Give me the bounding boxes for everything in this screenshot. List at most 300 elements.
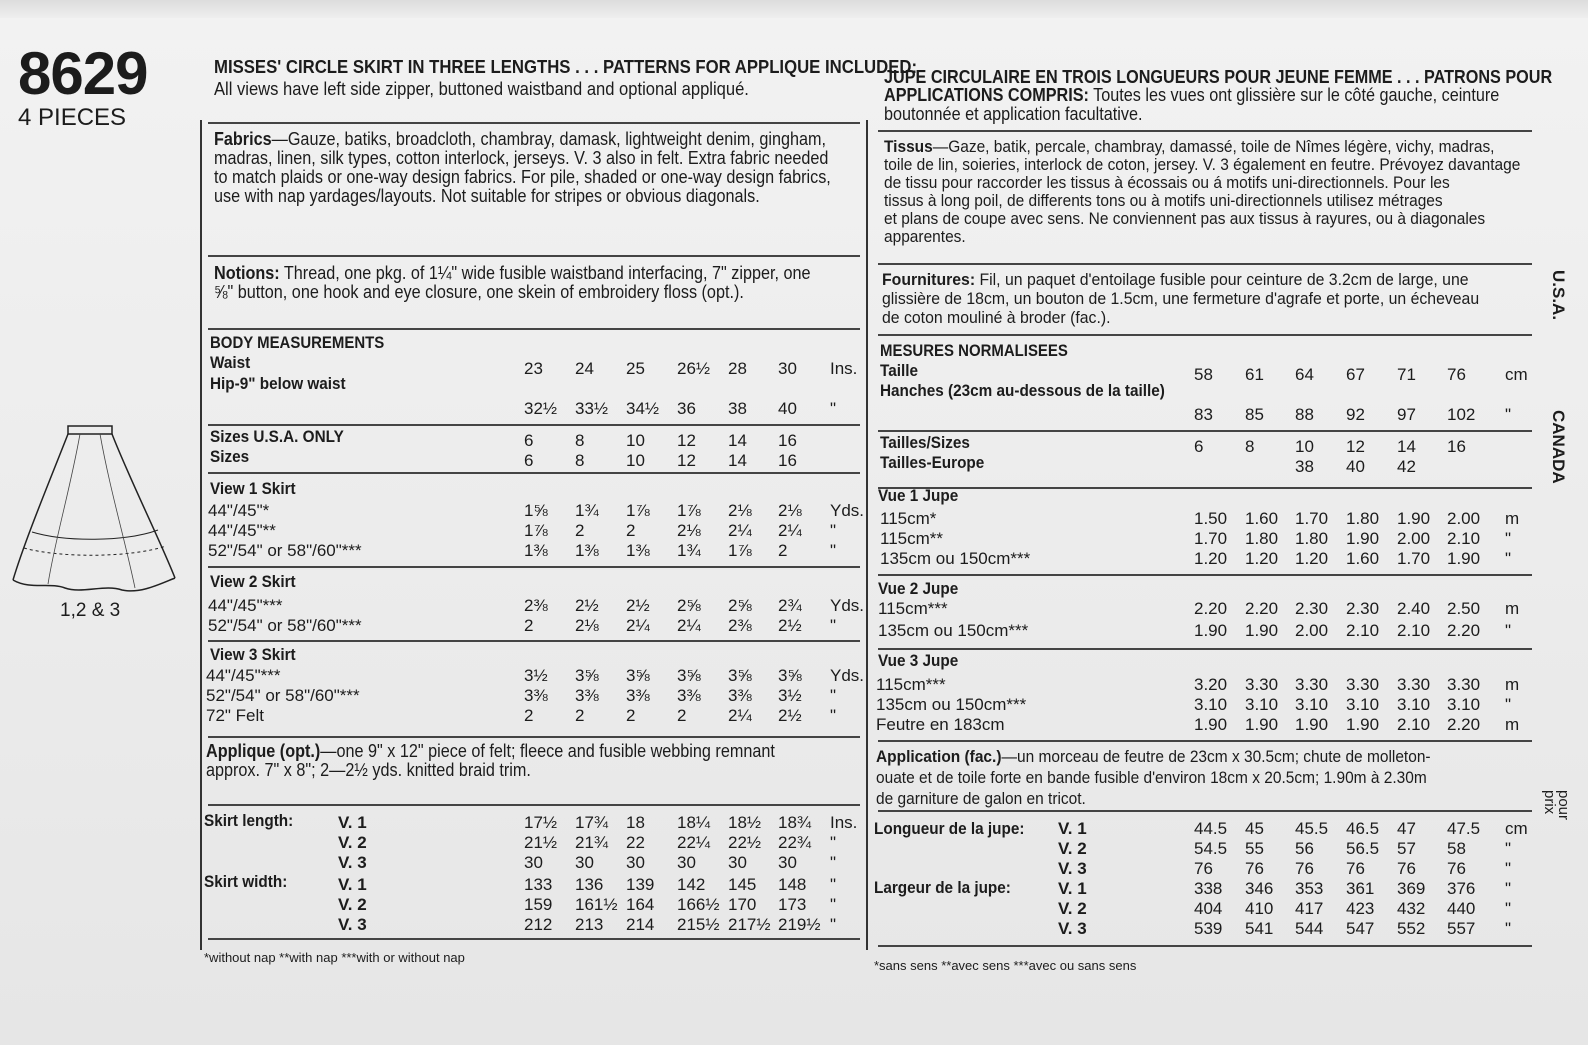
en-hip-cell-3: 34½	[626, 399, 660, 418]
fr-vue2-row-2-label: 135cm ou 150cm***	[878, 621, 1029, 640]
fr-europe-cell-3: 38	[1295, 457, 1314, 476]
fr-largeur-row-3-label: V. 3	[1058, 919, 1087, 938]
en-waist-cell-6: 30	[778, 359, 797, 378]
margin-canada: CANADA	[1549, 410, 1568, 484]
fr-subtitle	[884, 86, 1499, 124]
en-hip-cell-2: 33½	[575, 399, 609, 418]
en-divider-3	[208, 328, 860, 330]
fr-application-line-1: —un morceau de feutre de 23cm x 30.5cm; chute de molleton-	[1001, 747, 1431, 766]
fr-longueur-row-3-cell-1: 76	[1194, 859, 1213, 878]
fr-vue3-row-3-label: Feutre en 183cm	[876, 715, 1005, 734]
fr-largeur-row-3-cell-1: 539	[1194, 919, 1223, 938]
fr-vue1-row-2-cell-7: "	[1505, 529, 1512, 548]
en-view3-row-1-cell-4: 3⅝	[677, 666, 701, 685]
en-view1-row-3-cell-3: 1⅜	[626, 541, 650, 560]
fr-largeur-row-1-cell-2: 346	[1245, 879, 1274, 898]
en-length-row-2-cell-3: 22	[626, 833, 645, 852]
fr-vue1-label: Vue 1 Jupe	[878, 486, 959, 505]
fr-divider-5	[878, 487, 1532, 489]
en-applique-label: Applique (opt.)	[206, 741, 321, 761]
en-waist-cell-3: 25	[626, 359, 645, 378]
en-length-row-2-cell-5: 22½	[728, 833, 762, 852]
en-view3-row-2-cell-6: 3½	[778, 686, 802, 705]
pieces-count: 4 PIECES	[18, 104, 127, 131]
en-waist-cell-5: 28	[728, 359, 747, 378]
fr-longueur-row-2-cell-6: 58	[1447, 839, 1466, 858]
en-view1-label: View 1 Skirt	[210, 479, 296, 498]
en-sizes-cell-2: 8	[575, 451, 585, 470]
fr-vue1-row-3-cell-1: 1.20	[1194, 549, 1228, 568]
en-length-row-2-label: V. 2	[338, 833, 367, 852]
en-width-row-2-cell-5: 170	[728, 895, 757, 914]
en-view1-row-2-cell-1: 1⅞	[524, 521, 548, 540]
en-view2-row-2-cell-2: 2⅛	[575, 616, 599, 635]
fr-tissus-line-2: toile de lin, soieries, interlock de coton, jersey. V. 3 également en feutre. Prévoyez davantage	[884, 155, 1521, 174]
fr-vue3-label: Vue 3 Jupe	[878, 651, 959, 670]
fr-vue3-row-1-label: 115cm***	[876, 675, 946, 694]
fr-vue2-row-1-cell-2: 2.20	[1245, 599, 1279, 618]
en-view3-row-1-cell-7: Yds.	[830, 666, 865, 685]
fr-vue2-row-1-label: 115cm***	[878, 599, 948, 618]
fr-tissus-line-6: apparentes.	[884, 227, 966, 246]
fr-largeur-row-3-cell-2: 541	[1245, 919, 1274, 938]
fr-fournitures-line-3: de coton mouliné à broder (fac.).	[882, 308, 1111, 327]
en-width-row-1-cell-1: 133	[524, 875, 553, 894]
en-view1-row-2-cell-6: 2¼	[778, 521, 802, 540]
en-length-row-1-cell-5: 18½	[728, 813, 762, 832]
en-notions-line-1: Thread, one pkg. of 1¼" wide fusible waistband interfacing, 7" zipper, one	[279, 263, 811, 283]
en-view1-row-3-cell-2: 1⅜	[575, 541, 599, 560]
fr-largeur-row-2-cell-1: 404	[1194, 899, 1223, 918]
fr-taille-cell-6: 76	[1447, 365, 1466, 384]
en-skirt-length-label: Skirt length:	[204, 811, 294, 830]
en-hip-cell-4: 36	[677, 399, 696, 418]
fr-longueur-row-3-cell-7: "	[1505, 859, 1512, 878]
en-length-row-1-cell-4: 18¼	[677, 813, 711, 832]
en-width-row-3-cell-6: 219½	[778, 915, 821, 934]
en-length-row-1-cell-7: Ins.	[830, 813, 858, 832]
en-view1-row-2-cell-7: "	[830, 521, 837, 540]
fr-tailles-cell-5: 14	[1397, 437, 1416, 456]
en-divider-2	[208, 255, 860, 257]
en-view3-row-2-cell-1: 3⅜	[524, 686, 548, 705]
fr-longueur-row-3-cell-5: 76	[1397, 859, 1416, 878]
pattern-number: 8629	[18, 40, 148, 107]
fr-tailles-cell-6: 16	[1447, 437, 1466, 456]
en-length-row-3-cell-3: 30	[626, 853, 645, 872]
en-fabrics-line-1: —Gauze, batiks, broadcloth, chambray, damask, lightweight denim, gingham,	[271, 129, 827, 149]
fr-subtitle-line-2: boutonnée et application facultative.	[884, 104, 1143, 124]
en-width-row-3-cell-4: 215½	[677, 915, 720, 934]
en-view2-row-2-cell-5: 2⅜	[728, 616, 752, 635]
en-view3-row-1-cell-1: 3½	[524, 666, 548, 685]
fr-application-label: Application (fac.)	[876, 747, 1002, 766]
margin-usa: U.S.A.	[1549, 270, 1568, 321]
fr-vue1-row-3-cell-7: "	[1505, 549, 1512, 568]
en-sizes-cell-6: 16	[778, 451, 797, 470]
fr-vue1-row-2-cell-6: 2.10	[1447, 529, 1481, 548]
fr-largeur-row-3-cell-6: 557	[1447, 919, 1476, 938]
en-hip-cell-1: 32½	[524, 399, 558, 418]
fr-vue1-row-1-cell-7: m	[1505, 509, 1520, 528]
en-width-row-3-cell-3: 214	[626, 915, 655, 934]
fr-vue1-row-1-cell-6: 2.00	[1447, 509, 1481, 528]
fr-tailles-cell-4: 12	[1346, 437, 1365, 456]
fr-divider-2	[878, 263, 1532, 265]
en-view2-row-1-cell-4: 2⅝	[677, 596, 701, 615]
fr-vue1-row-2-cell-5: 2.00	[1397, 529, 1431, 548]
en-body-measurements-title: BODY MEASUREMENTS	[210, 333, 385, 352]
en-view1-row-3-cell-6: 2	[778, 541, 788, 560]
fr-vue1-row-3-cell-3: 1.20	[1295, 549, 1329, 568]
en-hip-cell-6: 40	[778, 399, 797, 418]
fr-fournitures-label: Fournitures:	[882, 270, 976, 289]
en-length-row-1-cell-6: 18¾	[778, 813, 812, 832]
fr-vue2-row-1-cell-4: 2.30	[1346, 599, 1380, 618]
fr-application-line-3: de garniture de galon en tricot.	[876, 789, 1086, 808]
fr-divider-9	[878, 810, 1532, 812]
fr-fournitures-line-2: glissière de 18cm, un bouton de 1.5cm, une fermeture d'agrafe et porte, un écheveau	[882, 289, 1480, 308]
en-applique-line-1: —one 9" x 12" piece of felt; fleece and fusible webbing remnant	[320, 741, 775, 761]
fr-vue1-row-2-cell-1: 1.70	[1194, 529, 1228, 548]
en-waist-label: Waist	[210, 353, 251, 372]
fr-hanches-label: Hanches (23cm au-dessous de la taille)	[880, 381, 1165, 400]
en-view3-row-2-cell-2: 3⅜	[575, 686, 599, 705]
fr-footnote: *sans sens **avec sens ***avec ou sans sens	[874, 958, 1137, 973]
fr-tailles-cell-2: 8	[1245, 437, 1255, 456]
fr-vue3-row-1-cell-5: 3.30	[1397, 675, 1431, 694]
fr-vue1-row-1-label: 115cm*	[880, 509, 937, 528]
fr-mesures-title: MESURES NORMALISEES	[880, 341, 1068, 360]
en-divider-9	[208, 804, 860, 806]
fr-taille-label: Taille	[880, 361, 918, 380]
en-view3-label: View 3 Skirt	[210, 645, 296, 664]
fr-vue3-row-2-cell-3: 3.10	[1295, 695, 1329, 714]
en-view3-row-3-label: 72" Felt	[206, 706, 265, 725]
fr-longueur-row-3-cell-2: 76	[1245, 859, 1264, 878]
en-length-row-3-cell-7: "	[830, 853, 837, 872]
fr-divider-1	[878, 130, 1532, 132]
en-view1-row-1-cell-6: 2⅛	[778, 501, 802, 520]
fr-vue3-row-3-cell-6: 2.20	[1447, 715, 1481, 734]
fr-vue2-row-2-cell-3: 2.00	[1295, 621, 1329, 640]
en-width-row-2-cell-2: 161½	[575, 895, 618, 914]
en-view2-row-2-cell-4: 2¼	[677, 616, 701, 635]
fr-divider-4	[878, 430, 1532, 432]
fr-longueur-row-2-cell-3: 56	[1295, 839, 1314, 858]
fr-vue3-row-2-cell-6: 3.10	[1447, 695, 1481, 714]
fr-taille-cell-3: 64	[1295, 365, 1314, 384]
fr-largeur-row-2-cell-3: 417	[1295, 899, 1324, 918]
fr-longueur-row-2-cell-7: "	[1505, 839, 1512, 858]
en-fabrics	[214, 130, 831, 206]
fr-longueur-row-2-cell-1: 54.5	[1194, 839, 1228, 858]
en-divider-8	[208, 736, 860, 738]
en-sizes-usa-cell-1: 6	[524, 431, 534, 450]
fr-largeur-row-3-cell-3: 544	[1295, 919, 1324, 938]
fr-hanches-cell-7: "	[1505, 405, 1512, 424]
en-view2-row-2-cell-3: 2¼	[626, 616, 650, 635]
fr-application-line-2: ouate et de toile forte en bande fusible d'environ 18cm x 20.5cm; 1.90m à 2.30m	[876, 768, 1427, 787]
fr-tissus-line-3: de tissu pour raccorder les tissus à écossais ou á motifs uni-directionnels. Pour les	[884, 173, 1450, 192]
en-width-row-1-cell-3: 139	[626, 875, 655, 894]
fr-vue1-row-3-cell-4: 1.60	[1346, 549, 1380, 568]
fr-vue2-row-2-cell-5: 2.10	[1397, 621, 1431, 640]
en-sizes-cell-1: 6	[524, 451, 534, 470]
en-view2-row-1-cell-2: 2½	[575, 596, 599, 615]
en-hip-cell-7: "	[830, 399, 837, 418]
en-skirt-width-label: Skirt width:	[204, 872, 288, 891]
fr-largeur-row-2-cell-5: 432	[1397, 899, 1426, 918]
fr-vue3-row-2-cell-5: 3.10	[1397, 695, 1431, 714]
fr-divider-3	[878, 334, 1532, 336]
fr-longueur-row-2-label: V. 2	[1058, 839, 1087, 858]
fr-fournitures	[882, 270, 1479, 327]
en-view2-row-1-label: 44"/45"***	[208, 596, 283, 615]
fr-hanches-cell-5: 97	[1397, 405, 1416, 424]
fr-tissus-line-1: —Gaze, batik, percale, chambray, damassé, toile de Nîmes légère, vichy, madras,	[932, 137, 1495, 156]
fr-vue3-row-1-cell-1: 3.20	[1194, 675, 1228, 694]
fr-largeur-row-1-cell-7: "	[1505, 879, 1512, 898]
en-length-row-3-cell-1: 30	[524, 853, 543, 872]
en-fabrics-line-3: to match plaids or one-way design fabrics. For pile, shaded or one-way design fabrics,	[214, 167, 831, 187]
en-view3-row-3-cell-6: 2½	[778, 706, 802, 725]
en-divider-1	[208, 122, 860, 124]
en-view1-row-2-label: 44"/45"**	[208, 521, 276, 540]
en-view3-row-3-cell-3: 2	[626, 706, 636, 725]
fr-longueur-row-3-cell-3: 76	[1295, 859, 1314, 878]
en-notions	[214, 264, 811, 302]
fr-hanches-cell-3: 88	[1295, 405, 1314, 424]
en-sizes-usa-cell-4: 12	[677, 431, 696, 450]
en-subtitle: All views have left side zipper, buttoned waistband and optional appliqué.	[214, 79, 749, 99]
fr-divider-8	[878, 740, 1532, 742]
en-width-row-2-cell-7: "	[830, 895, 837, 914]
en-fabrics-line-2: madras, linen, silk types, cotton interlock, jerseys. V. 3 also in felt. Extra fabric needed	[214, 148, 829, 168]
fr-largeur-row-3-cell-7: "	[1505, 919, 1512, 938]
fr-vue3-row-2-cell-4: 3.10	[1346, 695, 1380, 714]
fr-longueur-row-1-cell-7: cm	[1505, 819, 1528, 838]
en-sizes-usa-cell-3: 10	[626, 431, 645, 450]
fr-longueur-row-1-cell-5: 47	[1397, 819, 1416, 838]
en-sizes-cell-3: 10	[626, 451, 645, 470]
left-column-border	[200, 120, 202, 950]
en-view2-row-2-cell-1: 2	[524, 616, 534, 635]
fr-vue2-row-2-cell-7: "	[1505, 621, 1512, 640]
en-view3-row-1-cell-5: 3⅝	[728, 666, 752, 685]
en-width-row-1-cell-4: 142	[677, 875, 706, 894]
en-length-row-2-cell-1: 21½	[524, 833, 558, 852]
fr-vue3-row-1-cell-7: m	[1505, 675, 1520, 694]
fr-vue2-row-1-cell-7: m	[1505, 599, 1520, 618]
fr-largeur-row-3-cell-5: 552	[1397, 919, 1426, 938]
fr-largeur-row-2-cell-7: "	[1505, 899, 1512, 918]
en-width-row-1-cell-5: 145	[728, 875, 757, 894]
fr-longueur-label: Longueur de la jupe:	[874, 819, 1025, 838]
en-sizes-usa-cell-5: 14	[728, 431, 747, 450]
fr-tissus-label: Tissus	[884, 137, 933, 156]
en-length-row-1-cell-1: 17½	[524, 813, 558, 832]
en-divider-5	[208, 472, 860, 474]
en-view3-row-3-cell-7: "	[830, 706, 837, 725]
en-view3-row-1-cell-2: 3⅝	[575, 666, 599, 685]
en-view1-row-3-label: 52"/54" or 58"/60"***	[208, 541, 362, 560]
en-waist-cell-2: 24	[575, 359, 594, 378]
fr-divider-6	[878, 574, 1532, 576]
fr-longueur-row-1-label: V. 1	[1058, 819, 1087, 838]
en-sizes-usa-cell-2: 8	[575, 431, 585, 450]
fr-hanches-cell-6: 102	[1447, 405, 1476, 424]
fr-vue3-row-3-cell-4: 1.90	[1346, 715, 1380, 734]
fr-largeur-row-2-cell-4: 423	[1346, 899, 1375, 918]
fr-vue3-row-3-cell-2: 1.90	[1245, 715, 1279, 734]
en-length-row-2-cell-4: 22¼	[677, 833, 711, 852]
fr-largeur-row-1-cell-5: 369	[1397, 879, 1426, 898]
fr-longueur-row-1-cell-6: 47.5	[1447, 819, 1481, 838]
fr-divider-7	[878, 648, 1532, 650]
en-notions-label: Notions:	[214, 263, 280, 283]
en-view3-row-1-cell-6: 3⅝	[778, 666, 802, 685]
fr-vue1-row-2-cell-2: 1.80	[1245, 529, 1279, 548]
fr-vue1-row-1-cell-5: 1.90	[1397, 509, 1431, 528]
en-width-row-1-label: V. 1	[338, 875, 367, 894]
en-view2-row-1-cell-6: 2¾	[778, 596, 802, 615]
fr-vue3-row-2-cell-1: 3.10	[1194, 695, 1228, 714]
fr-vue2-row-1-cell-5: 2.40	[1397, 599, 1431, 618]
fr-vue3-row-2-label: 135cm ou 150cm***	[876, 695, 1027, 714]
fr-largeur-row-1-cell-3: 353	[1295, 879, 1324, 898]
en-length-row-3-cell-5: 30	[728, 853, 747, 872]
fr-europe-cell-5: 42	[1397, 457, 1416, 476]
fr-vue1-row-2-cell-3: 1.80	[1295, 529, 1329, 548]
en-divider-7	[208, 640, 860, 642]
fr-longueur-row-1-cell-3: 45.5	[1295, 819, 1329, 838]
en-applique-line-2: approx. 7" x 8"; 2—2½ yds. knitted braid trim.	[206, 760, 531, 780]
fr-vue2-row-1-cell-3: 2.30	[1295, 599, 1329, 618]
en-divider-4	[208, 424, 860, 426]
en-length-row-3-label: V. 3	[338, 853, 367, 872]
fr-vue3-row-3-cell-1: 1.90	[1194, 715, 1228, 734]
en-view2-row-1-cell-3: 2½	[626, 596, 650, 615]
en-divider-6	[208, 566, 860, 568]
fr-largeur-row-2-cell-6: 440	[1447, 899, 1476, 918]
fr-tissus	[884, 138, 1520, 246]
fr-largeur-row-1-cell-4: 361	[1346, 879, 1375, 898]
margin-prix: prix	[1541, 790, 1558, 815]
en-title: MISSES' CIRCLE SKIRT IN THREE LENGTHS . . . PATTERNS FOR APPLIQUE INCLUDED:	[214, 57, 918, 77]
fr-longueur-row-3-cell-4: 76	[1346, 859, 1365, 878]
fr-vue2-row-2-cell-4: 2.10	[1346, 621, 1380, 640]
fr-vue1-row-1-cell-3: 1.70	[1295, 509, 1329, 528]
fr-longueur-row-1-cell-4: 46.5	[1346, 819, 1380, 838]
en-view1-row-3-cell-7: "	[830, 541, 837, 560]
margin-pour: pour	[1555, 790, 1572, 821]
en-view1-row-2-cell-3: 2	[626, 521, 636, 540]
en-width-row-1-cell-2: 136	[575, 875, 604, 894]
en-width-row-2-cell-1: 159	[524, 895, 553, 914]
fr-largeur-row-2-label: V. 2	[1058, 899, 1087, 918]
fr-vue1-row-2-cell-4: 1.90	[1346, 529, 1380, 548]
fr-tailles-cell-1: 6	[1194, 437, 1204, 456]
fr-vue1-row-3-cell-5: 1.70	[1397, 549, 1431, 568]
en-view1-row-1-cell-1: 1⅝	[524, 501, 548, 520]
paper-top-edge	[0, 0, 1588, 18]
fr-vue1-row-2-label: 115cm**	[880, 529, 943, 548]
fr-tailles-sizes-label: Tailles/Sizes	[880, 433, 970, 452]
fr-largeur-row-1-cell-6: 376	[1447, 879, 1476, 898]
en-length-row-3-cell-2: 30	[575, 853, 594, 872]
fr-vue3-row-1-cell-6: 3.30	[1447, 675, 1481, 694]
en-view3-row-2-cell-5: 3⅜	[728, 686, 752, 705]
fr-hanches-cell-4: 92	[1346, 405, 1365, 424]
fr-taille-cell-5: 71	[1397, 365, 1416, 384]
en-view1-row-2-cell-2: 2	[575, 521, 585, 540]
en-width-row-1-cell-6: 148	[778, 875, 807, 894]
en-view3-row-3-cell-4: 2	[677, 706, 687, 725]
en-view1-row-3-cell-1: 1⅜	[524, 541, 548, 560]
fr-fournitures-line-1: Fil, un paquet d'entoilage fusible pour ceinture de 3.2cm de large, une	[975, 270, 1469, 289]
fr-tailles-europe-label: Tailles-Europe	[880, 453, 985, 472]
en-notions-line-2: ⅝" button, one hook and eye closure, one skein of embroidery floss (opt.).	[214, 282, 744, 302]
en-hip-cell-5: 38	[728, 399, 747, 418]
fr-vue3-row-1-cell-3: 3.30	[1295, 675, 1329, 694]
fr-vue3-row-2-cell-2: 3.10	[1245, 695, 1279, 714]
en-length-row-3-cell-6: 30	[778, 853, 797, 872]
fr-largeur-row-3-cell-4: 547	[1346, 919, 1375, 938]
en-view3-row-2-label: 52"/54" or 58"/60"***	[206, 686, 360, 705]
fr-vue3-row-1-cell-2: 3.30	[1245, 675, 1279, 694]
en-length-row-1-cell-3: 18	[626, 813, 645, 832]
fr-longueur-row-3-cell-6: 76	[1447, 859, 1466, 878]
en-waist-cell-7: Ins.	[830, 359, 858, 378]
fr-vue2-row-2-cell-2: 1.90	[1245, 621, 1279, 640]
en-view1-row-3-cell-5: 1⅞	[728, 541, 752, 560]
en-view2-label: View 2 Skirt	[210, 572, 296, 591]
en-width-row-1-cell-7: "	[830, 875, 837, 894]
fr-application	[876, 746, 1431, 809]
en-width-row-2-label: V. 2	[338, 895, 367, 914]
en-view3-row-1-cell-3: 3⅝	[626, 666, 650, 685]
en-view2-row-2-cell-6: 2½	[778, 616, 802, 635]
en-view1-row-3-cell-4: 1¾	[677, 541, 701, 560]
fr-longueur-row-1-cell-2: 45	[1245, 819, 1264, 838]
en-view3-row-3-cell-2: 2	[575, 706, 585, 725]
en-view1-row-1-cell-7: Yds.	[830, 501, 865, 520]
en-length-row-2-cell-7: "	[830, 833, 837, 852]
en-width-row-2-cell-4: 166½	[677, 895, 720, 914]
en-sizes-usa-cell-6: 16	[778, 431, 797, 450]
fr-largeur-row-1-label: V. 1	[1058, 879, 1087, 898]
en-view1-row-1-cell-2: 1¾	[575, 501, 599, 520]
en-length-row-1-cell-2: 17¾	[575, 813, 609, 832]
en-hip-label: Hip-9" below waist	[210, 374, 346, 393]
fr-vue1-row-1-cell-1: 1.50	[1194, 509, 1228, 528]
en-sizes-usa-label: Sizes U.S.A. ONLY	[210, 427, 344, 446]
fr-europe-cell-4: 40	[1346, 457, 1365, 476]
fr-vue3-row-1-cell-4: 3.30	[1346, 675, 1380, 694]
en-view2-row-2-cell-7: "	[830, 616, 837, 635]
en-waist-cell-4: 26½	[677, 359, 711, 378]
en-view3-row-3-cell-1: 2	[524, 706, 534, 725]
en-view1-row-1-label: 44"/45"*	[208, 501, 270, 520]
en-length-row-1-label: V. 1	[338, 813, 367, 832]
fr-vue3-row-2-cell-7: "	[1505, 695, 1512, 714]
en-view2-row-2-label: 52"/54" or 58"/60"***	[208, 616, 362, 635]
en-view1-row-2-cell-5: 2¼	[728, 521, 752, 540]
en-view3-row-2-cell-3: 3⅜	[626, 686, 650, 705]
skirt-illustration	[10, 420, 185, 595]
en-view3-row-3-cell-5: 2¼	[728, 706, 752, 725]
